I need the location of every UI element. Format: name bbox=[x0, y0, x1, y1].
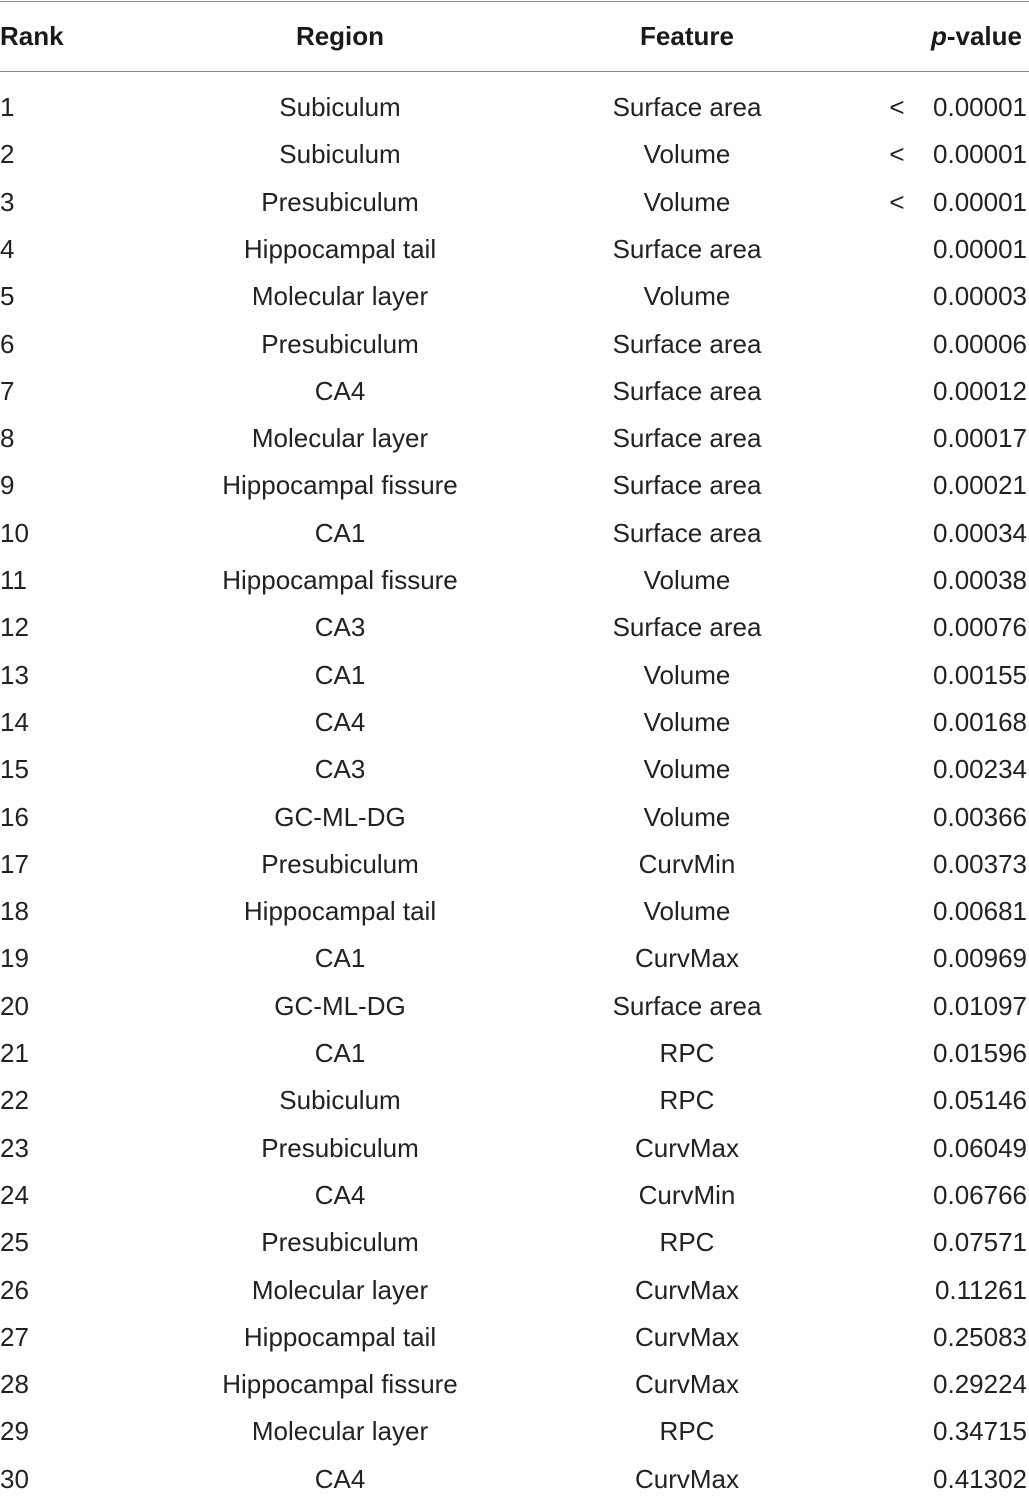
feature-cell: Volume bbox=[643, 706, 731, 737]
header-region: Region bbox=[295, 21, 385, 51]
p-value-cell: 0.00681 bbox=[933, 896, 1027, 927]
region-cell: Presubiculum bbox=[261, 186, 419, 217]
p-value-cell: 0.01097 bbox=[933, 990, 1027, 1021]
feature-cell: CurvMin bbox=[638, 848, 736, 879]
feature-cell: RPC bbox=[659, 1085, 715, 1116]
feature-cell: CurvMax bbox=[634, 1321, 739, 1352]
feature-cell: Volume bbox=[643, 186, 731, 217]
p-value-cell: 0.00001 bbox=[933, 139, 1027, 170]
feature-cell: Volume bbox=[643, 801, 731, 832]
region-cell: CA4 bbox=[314, 706, 366, 737]
region-cell: CA1 bbox=[314, 1038, 366, 1068]
region-cell: GC-ML-DG bbox=[274, 990, 406, 1021]
table-row bbox=[0, 226, 1029, 273]
p-value-cell: 0.00038 bbox=[933, 565, 1027, 595]
feature-cell: CurvMax bbox=[634, 1132, 739, 1163]
region-cell: CA1 bbox=[314, 517, 366, 548]
p-value-cell: 0.00001 bbox=[933, 233, 1027, 264]
table-row bbox=[0, 1030, 1029, 1077]
region-cell: Presubiculum bbox=[261, 328, 419, 359]
p-value-cell: 0.00168 bbox=[933, 706, 1027, 737]
feature-cell: Surface area bbox=[612, 990, 762, 1021]
rank-cell: 5 bbox=[0, 281, 15, 312]
p-value-cell: 0.29224 bbox=[933, 1369, 1027, 1400]
region-cell: CA1 bbox=[314, 659, 366, 690]
rank-cell: 6 bbox=[0, 328, 15, 359]
table-row bbox=[0, 1267, 1029, 1314]
p-value-cell: 0.06049 bbox=[933, 1132, 1027, 1163]
p-value-cell: 0.00012 bbox=[933, 375, 1027, 406]
p-value-cell: 0.06766 bbox=[933, 1179, 1027, 1210]
rank-cell: 17 bbox=[0, 848, 29, 879]
rank-cell: 23 bbox=[0, 1132, 29, 1163]
table-row bbox=[0, 1219, 1029, 1266]
p-value-cell: 0.00003 bbox=[933, 281, 1027, 312]
table-row bbox=[0, 746, 1029, 793]
region-cell: Presubiculum bbox=[261, 1227, 419, 1258]
table-row bbox=[0, 1456, 1029, 1503]
table-row bbox=[0, 510, 1029, 557]
rank-cell: 11 bbox=[0, 565, 27, 595]
rank-cell: 22 bbox=[0, 1085, 29, 1116]
p-value-cell: 0.00234 bbox=[933, 754, 1027, 785]
table-row bbox=[0, 1125, 1029, 1172]
region-cell: CA3 bbox=[314, 754, 366, 785]
table-row bbox=[0, 983, 1029, 1030]
feature-cell: RPC bbox=[659, 1038, 715, 1068]
p-value-cell: 0.01596 bbox=[933, 1038, 1027, 1068]
table-header-rule bbox=[0, 71, 1029, 72]
region-cell: Presubiculum bbox=[261, 848, 419, 879]
table-row bbox=[0, 1408, 1029, 1455]
p-value-cell: 0.00155 bbox=[933, 659, 1027, 690]
p-value-cell: 0.00366 bbox=[933, 801, 1027, 832]
less-than-symbol: < bbox=[889, 139, 905, 170]
p-value-cell: 0.00001 bbox=[933, 92, 1027, 122]
rank-cell: 7 bbox=[0, 375, 15, 406]
rank-cell: 28 bbox=[0, 1369, 29, 1400]
rank-cell: 21 bbox=[0, 1038, 29, 1068]
region-cell: Molecular layer bbox=[251, 1416, 429, 1447]
feature-cell: Surface area bbox=[612, 423, 762, 454]
region-cell: Subiculum bbox=[279, 1085, 401, 1116]
table-row bbox=[0, 179, 1029, 226]
region-cell: Molecular layer bbox=[251, 423, 429, 454]
region-cell: Subiculum bbox=[279, 92, 401, 122]
table-row bbox=[0, 368, 1029, 415]
rank-cell: 15 bbox=[0, 754, 29, 785]
rank-cell: 26 bbox=[0, 1274, 29, 1305]
region-cell: Hippocampal fissure bbox=[222, 1369, 458, 1400]
rank-cell: 3 bbox=[0, 186, 15, 217]
feature-cell: CurvMin bbox=[638, 1179, 736, 1210]
feature-cell: Surface area bbox=[612, 375, 762, 406]
table-row bbox=[0, 321, 1029, 368]
p-value-cell: 0.00034 bbox=[933, 517, 1027, 548]
p-value-cell: 0.34715 bbox=[933, 1416, 1027, 1447]
p-value-cell: 0.00017 bbox=[933, 423, 1027, 454]
feature-cell: RPC bbox=[659, 1416, 715, 1447]
region-cell: CA4 bbox=[314, 1463, 366, 1494]
feature-cell: Volume bbox=[643, 659, 731, 690]
rank-cell: 4 bbox=[0, 233, 15, 264]
table-row bbox=[0, 652, 1029, 699]
region-cell: Subiculum bbox=[279, 139, 401, 170]
header-rank: Rank bbox=[0, 21, 64, 51]
rank-cell: 29 bbox=[0, 1416, 29, 1447]
feature-cell: Surface area bbox=[612, 517, 762, 548]
rank-cell: 30 bbox=[0, 1463, 29, 1494]
rank-cell: 8 bbox=[0, 423, 15, 454]
region-cell: GC-ML-DG bbox=[274, 801, 406, 832]
less-than-symbol: < bbox=[889, 92, 905, 122]
rank-cell: 20 bbox=[0, 990, 29, 1021]
region-cell: CA4 bbox=[314, 1179, 366, 1210]
feature-cell: Surface area bbox=[612, 92, 762, 122]
feature-cell: Volume bbox=[643, 139, 731, 170]
less-than-symbol: < bbox=[889, 186, 905, 217]
feature-cell: CurvMax bbox=[634, 1274, 739, 1305]
table-row bbox=[0, 794, 1029, 841]
region-cell: Molecular layer bbox=[251, 1274, 429, 1305]
table-row bbox=[0, 1361, 1029, 1408]
feature-cell: Surface area bbox=[612, 328, 762, 359]
p-value-cell: 0.00021 bbox=[933, 470, 1027, 501]
table-row bbox=[0, 935, 1029, 982]
header-p-rest: -value bbox=[946, 21, 1022, 51]
region-cell: Presubiculum bbox=[261, 1132, 419, 1163]
rank-cell: 1 bbox=[0, 92, 15, 122]
p-value-cell: 0.41302 bbox=[933, 1463, 1027, 1494]
region-cell: Hippocampal tail bbox=[243, 233, 437, 264]
rank-cell: 9 bbox=[0, 470, 15, 501]
region-cell: Hippocampal tail bbox=[243, 1321, 437, 1352]
rank-cell: 2 bbox=[0, 139, 15, 170]
p-value-cell: 0.25083 bbox=[933, 1321, 1027, 1352]
rank-cell: 16 bbox=[0, 801, 29, 832]
region-cell: Molecular layer bbox=[251, 281, 429, 312]
feature-cell: Surface area bbox=[612, 612, 762, 643]
header-p-value bbox=[900, 2, 1022, 71]
table-row bbox=[0, 557, 1029, 604]
feature-cell: CurvMax bbox=[634, 1463, 739, 1494]
rank-cell: 24 bbox=[0, 1179, 29, 1210]
feature-cell: Volume bbox=[643, 565, 731, 595]
feature-cell: Surface area bbox=[612, 470, 762, 501]
header-feature: Feature bbox=[640, 21, 734, 51]
rank-cell: 13 bbox=[0, 659, 29, 690]
table-row bbox=[0, 131, 1029, 178]
feature-cell: Volume bbox=[643, 754, 731, 785]
rank-cell: 12 bbox=[0, 612, 29, 643]
feature-cell: Volume bbox=[643, 281, 731, 312]
p-value-cell: 0.00001 bbox=[933, 186, 1027, 217]
rank-cell: 18 bbox=[0, 896, 29, 927]
table-row bbox=[0, 84, 1029, 131]
region-cell: CA4 bbox=[314, 375, 366, 406]
table-row bbox=[0, 1077, 1029, 1124]
rank-cell: 19 bbox=[0, 943, 29, 974]
table-row bbox=[0, 604, 1029, 651]
table-row bbox=[0, 699, 1029, 746]
p-value-cell: 0.00373 bbox=[933, 848, 1027, 879]
region-cell: Hippocampal fissure bbox=[222, 565, 458, 595]
rank-cell: 10 bbox=[0, 517, 29, 548]
p-value-cell: 0.07571 bbox=[933, 1227, 1027, 1258]
table-row bbox=[0, 888, 1029, 935]
table-row bbox=[0, 462, 1029, 509]
region-cell: CA3 bbox=[314, 612, 366, 643]
table-row bbox=[0, 1172, 1029, 1219]
feature-cell: Surface area bbox=[612, 233, 762, 264]
p-value-cell: 0.11261 bbox=[934, 1274, 1027, 1305]
table-row bbox=[0, 1314, 1029, 1361]
region-cell: Hippocampal fissure bbox=[222, 470, 458, 501]
rank-cell: 25 bbox=[0, 1227, 29, 1258]
p-value-cell: 0.00076 bbox=[933, 612, 1027, 643]
table-row bbox=[0, 415, 1029, 462]
header-p-italic: p bbox=[930, 21, 947, 51]
p-value-cell: 0.05146 bbox=[933, 1085, 1027, 1116]
feature-cell: Volume bbox=[643, 896, 731, 927]
p-value-cell: 0.00969 bbox=[933, 943, 1027, 974]
region-cell: CA1 bbox=[314, 943, 366, 974]
rank-cell: 27 bbox=[0, 1321, 29, 1352]
feature-cell: CurvMax bbox=[634, 1369, 739, 1400]
table-header-row bbox=[0, 2, 1029, 71]
region-cell: Hippocampal tail bbox=[243, 896, 437, 927]
feature-cell: CurvMax bbox=[634, 943, 739, 974]
table-row bbox=[0, 841, 1029, 888]
table-row bbox=[0, 273, 1029, 320]
feature-cell: RPC bbox=[659, 1227, 715, 1258]
rank-cell: 14 bbox=[0, 706, 29, 737]
p-value-cell: 0.00006 bbox=[933, 328, 1027, 359]
